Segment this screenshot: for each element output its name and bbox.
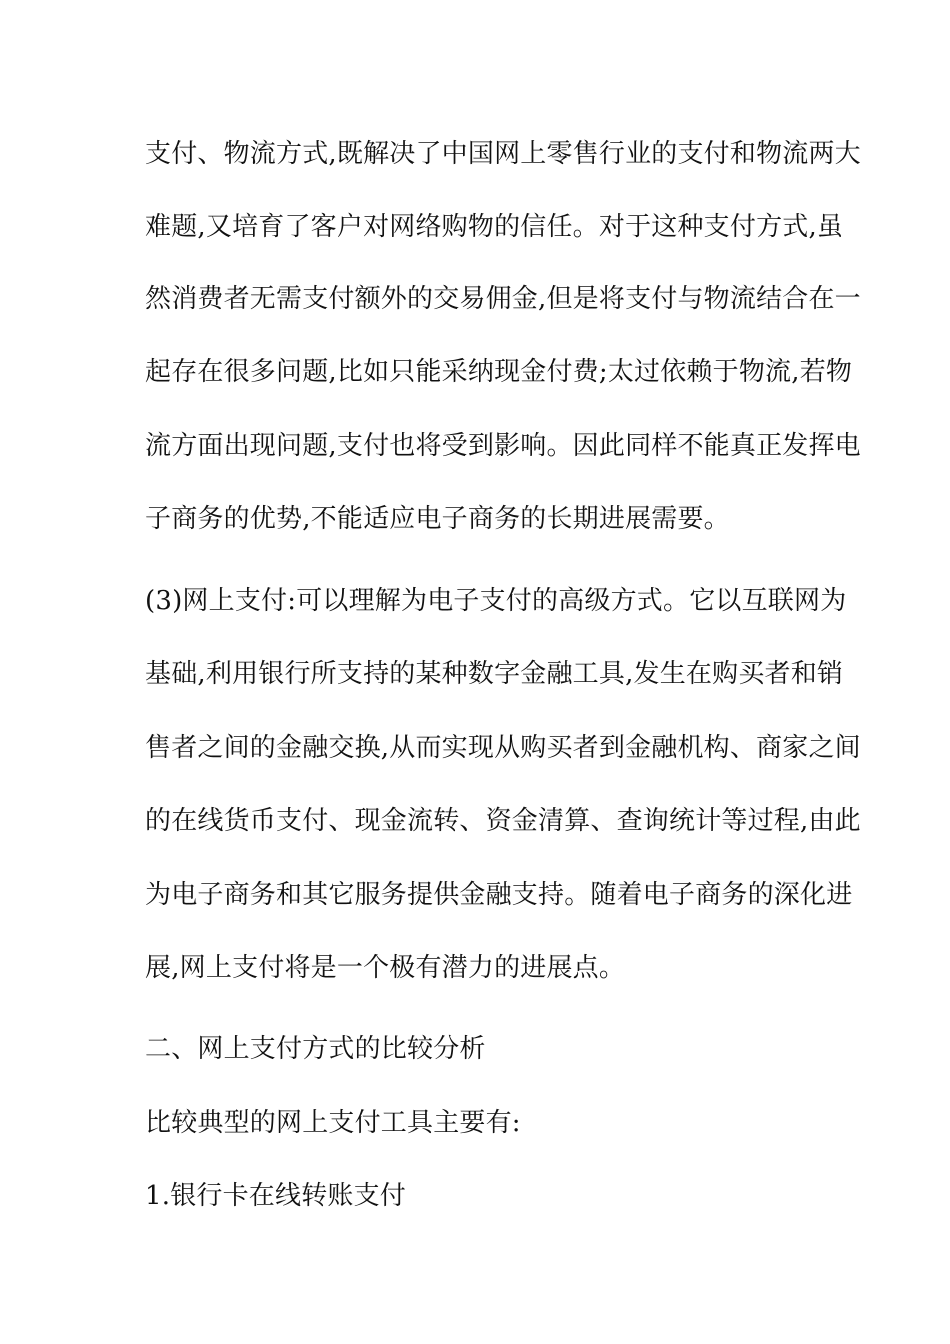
paragraph-line: 的在线货币支付、现金流转、资金清算、查询统计等过程,由此 <box>145 806 861 836</box>
paragraph-line: 比较典型的网上支付工具主要有: <box>145 1108 521 1138</box>
paragraph-line: (3)网上支付:可以理解为电子支付的高级方式。它以互联网为 <box>145 586 847 616</box>
section-heading: 二、网上支付方式的比较分析 <box>145 1034 486 1064</box>
paragraph-line: 然消费者无需支付额外的交易佣金,但是将支付与物流结合在一 <box>145 284 861 314</box>
paragraph-line: 展,网上支付将是一个极有潜力的进展点。 <box>145 953 626 983</box>
paragraph-line: 子商务的优势,不能适应电子商务的长期进展需要。 <box>145 504 730 534</box>
paragraph-line: 为电子商务和其它服务提供金融支持。随着电子商务的深化进 <box>145 880 853 910</box>
paragraph-line: 支付、物流方式,既解决了中国网上零售行业的支付和物流两大 <box>145 139 861 169</box>
paragraph-line: 起存在很多问题,比如只能采纳现金付费;太过依赖于物流,若物 <box>145 357 853 387</box>
paragraph-line: 基础,利用银行所支持的某种数字金融工具,发生在购买者和销 <box>145 659 844 689</box>
paragraph-line: 流方面出现问题,支付也将受到影响。因此同样不能真正发挥电 <box>145 431 861 461</box>
paragraph-line: 难题,又培育了客户对网络购物的信任。对于这种支付方式,虽 <box>145 212 844 242</box>
list-item-heading: 1.银行卡在线转账支付 <box>145 1181 407 1211</box>
paragraph-line: 售者之间的金融交换,从而实现从购买者到金融机构、商家之间 <box>145 733 861 763</box>
